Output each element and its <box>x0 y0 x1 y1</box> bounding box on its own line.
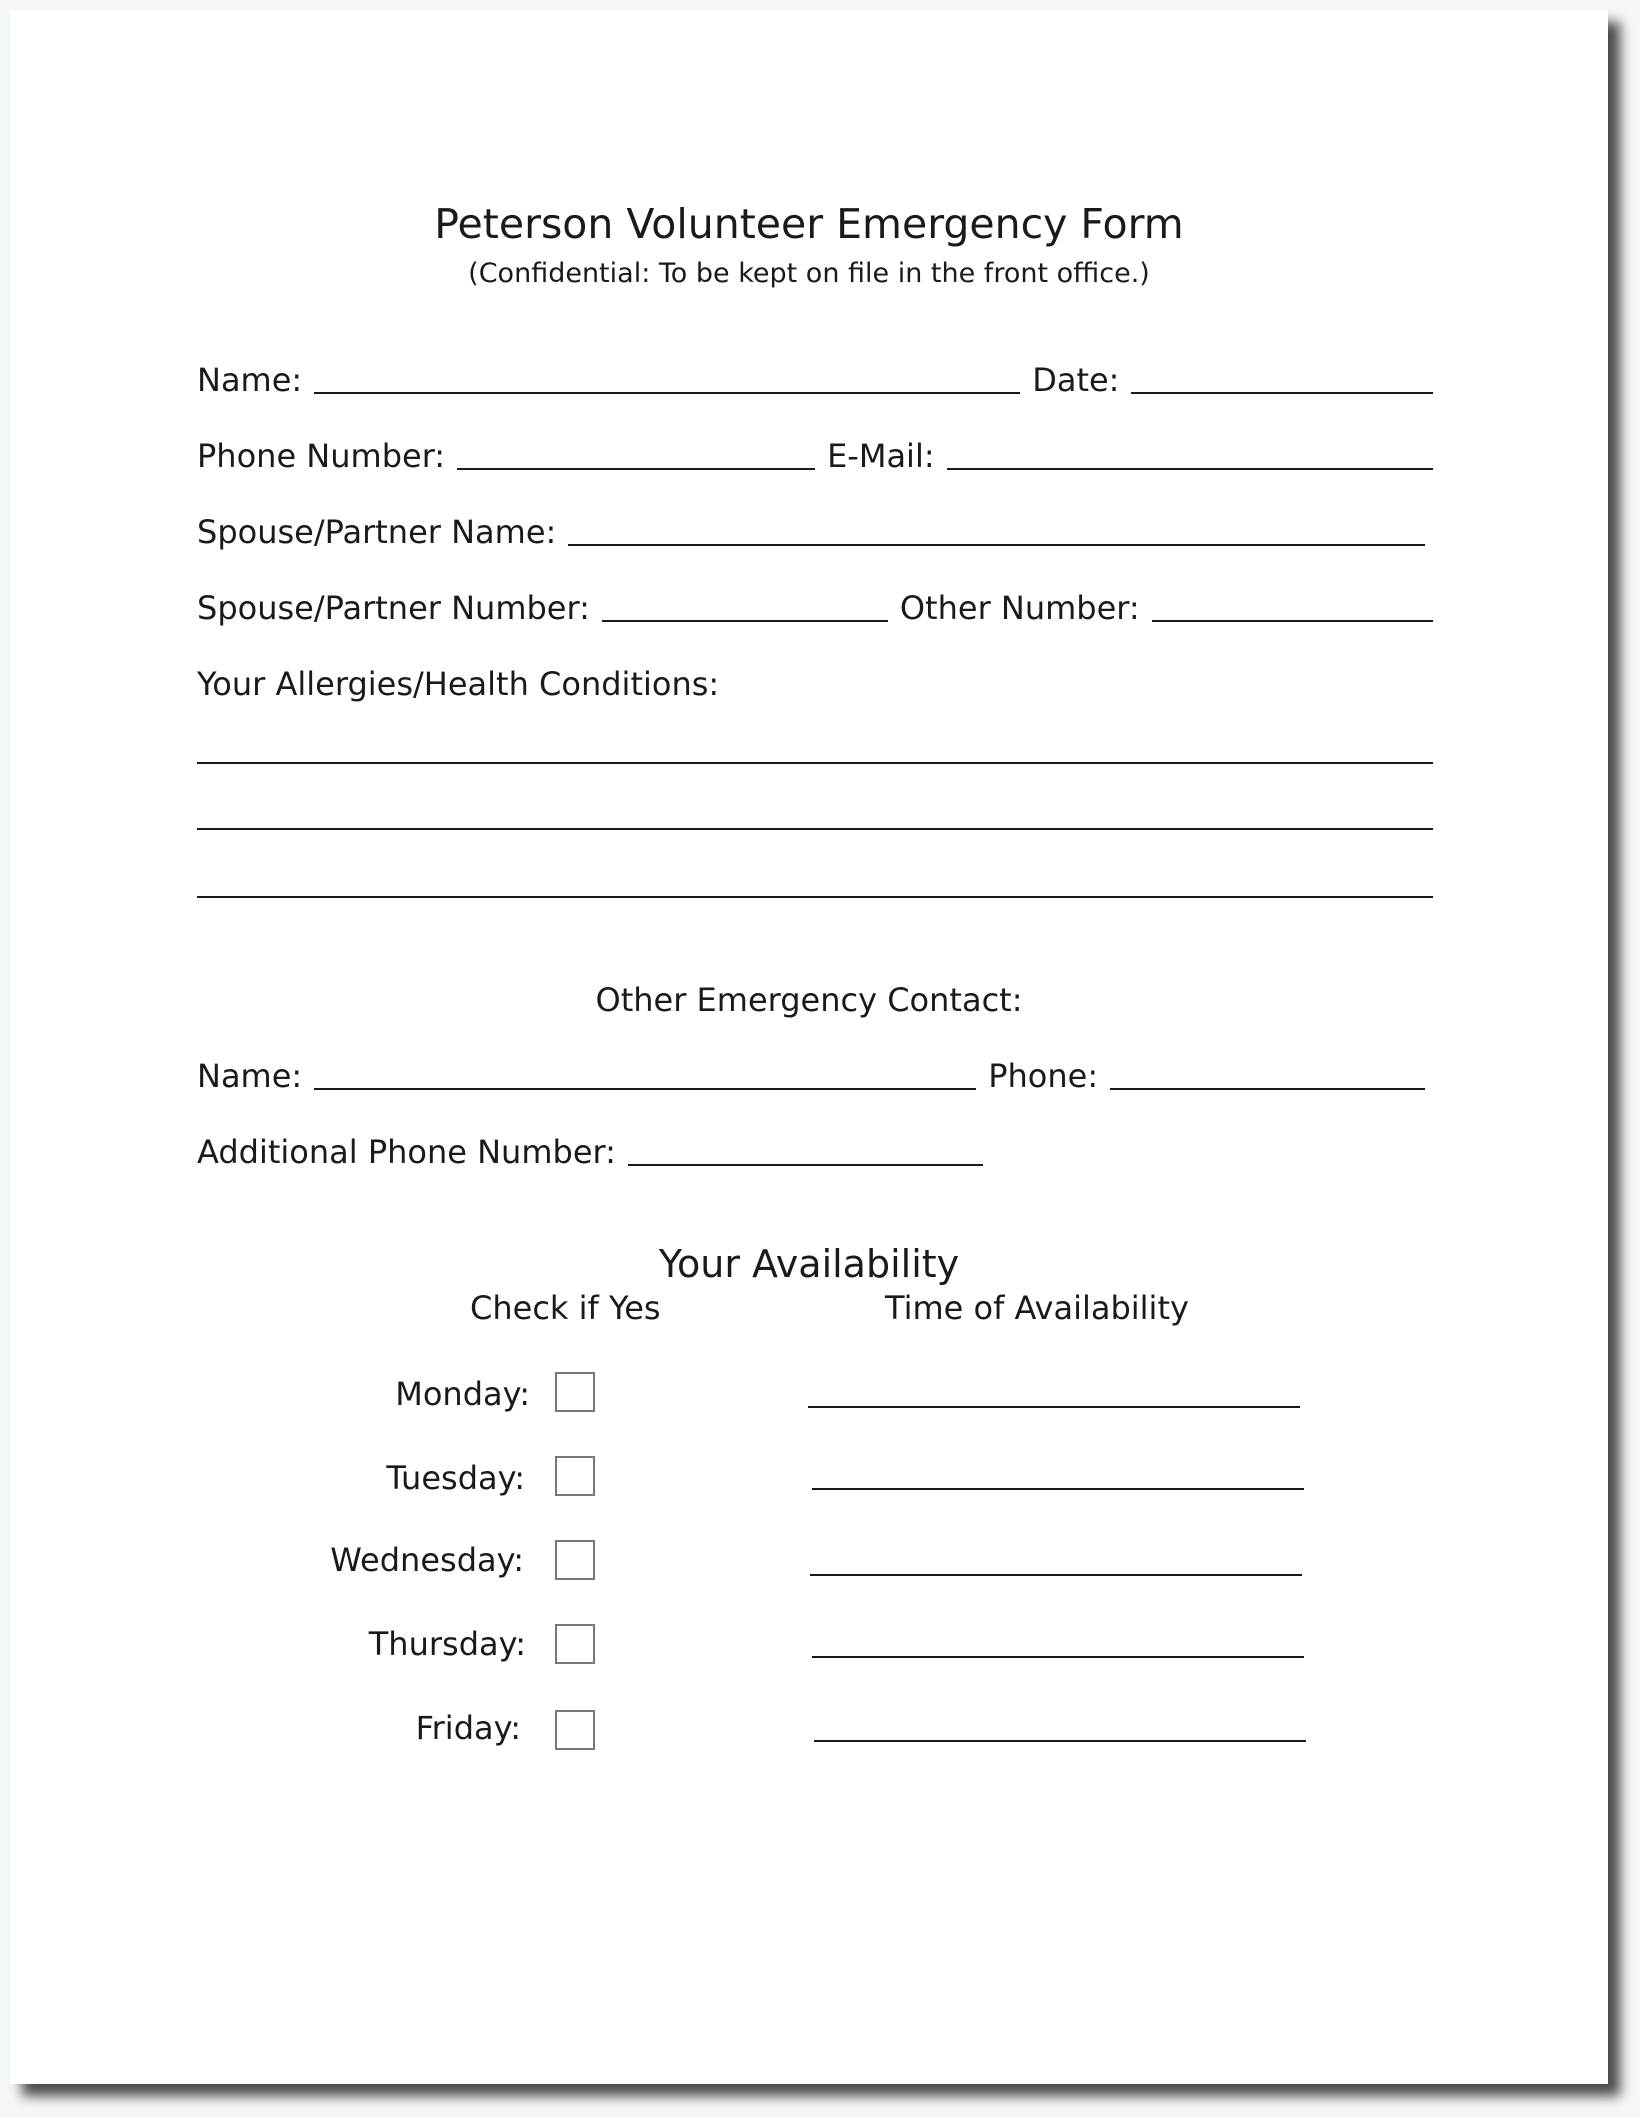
emergency-name-field[interactable] <box>314 1088 976 1090</box>
tuesday-time-field[interactable] <box>812 1488 1304 1490</box>
phone-label: Phone Number: <box>197 437 446 475</box>
additional-phone-label: Additional Phone Number: <box>197 1133 616 1171</box>
day-label-monday: Monday: <box>395 1375 530 1413</box>
spouse-name-row <box>197 512 1425 552</box>
emergency-phone-label: Phone: <box>988 1057 1099 1095</box>
spouse-number-field[interactable] <box>602 620 888 622</box>
wednesday-time-field[interactable] <box>810 1574 1302 1576</box>
additional-phone-row <box>197 1132 983 1172</box>
spouse-name-field[interactable] <box>568 544 1425 546</box>
monday-checkbox[interactable] <box>555 1372 595 1412</box>
emergency-phone-field[interactable] <box>1110 1088 1425 1090</box>
thursday-checkbox[interactable] <box>555 1624 595 1664</box>
date-label: Date: <box>1032 361 1120 399</box>
name-date-row <box>197 360 1433 400</box>
name-label: Name: <box>197 361 303 399</box>
spouse-number-row <box>197 588 1433 628</box>
availability-heading: Your Availability <box>658 1242 960 1286</box>
allergies-line-3[interactable] <box>197 896 1433 898</box>
emergency-name-phone-row <box>197 1056 1425 1096</box>
additional-phone-field[interactable] <box>628 1164 983 1166</box>
tuesday-checkbox[interactable] <box>555 1456 595 1496</box>
day-label-wednesday: Wednesday: <box>330 1541 524 1579</box>
spouse-number-label: Spouse/Partner Number: <box>197 589 590 627</box>
emergency-contact-heading: Other Emergency Contact: <box>595 981 1023 1019</box>
other-number-field[interactable] <box>1152 620 1433 622</box>
day-label-friday: Friday: <box>415 1709 521 1747</box>
phone-field[interactable] <box>457 468 815 470</box>
thursday-time-field[interactable] <box>812 1656 1304 1658</box>
email-field[interactable] <box>947 468 1433 470</box>
other-number-label: Other Number: <box>899 589 1140 627</box>
allergies-line-2[interactable] <box>197 828 1433 830</box>
allergies-row <box>197 664 1433 704</box>
spouse-name-label: Spouse/Partner Name: <box>197 513 557 551</box>
monday-time-field[interactable] <box>808 1406 1300 1408</box>
email-label: E-Mail: <box>827 437 935 475</box>
wednesday-checkbox[interactable] <box>555 1540 595 1580</box>
phone-email-row <box>197 436 1433 476</box>
friday-checkbox[interactable] <box>555 1710 595 1750</box>
time-header: Time of Availability <box>885 1289 1189 1327</box>
form-page <box>10 10 1608 2084</box>
check-header: Check if Yes <box>470 1289 661 1327</box>
friday-time-field[interactable] <box>814 1740 1306 1742</box>
date-field[interactable] <box>1131 392 1433 394</box>
emergency-name-label: Name: <box>197 1057 303 1095</box>
allergies-line-1[interactable] <box>197 762 1433 764</box>
day-label-tuesday: Tuesday: <box>386 1459 525 1497</box>
form-title: Peterson Volunteer Emergency Form <box>434 200 1184 248</box>
name-field[interactable] <box>314 392 1020 394</box>
allergies-label: Your Allergies/Health Conditions: <box>197 665 720 703</box>
day-label-thursday: Thursday: <box>368 1625 526 1663</box>
form-subtitle: (Confidential: To be kept on file in the front office.) <box>468 258 1150 289</box>
